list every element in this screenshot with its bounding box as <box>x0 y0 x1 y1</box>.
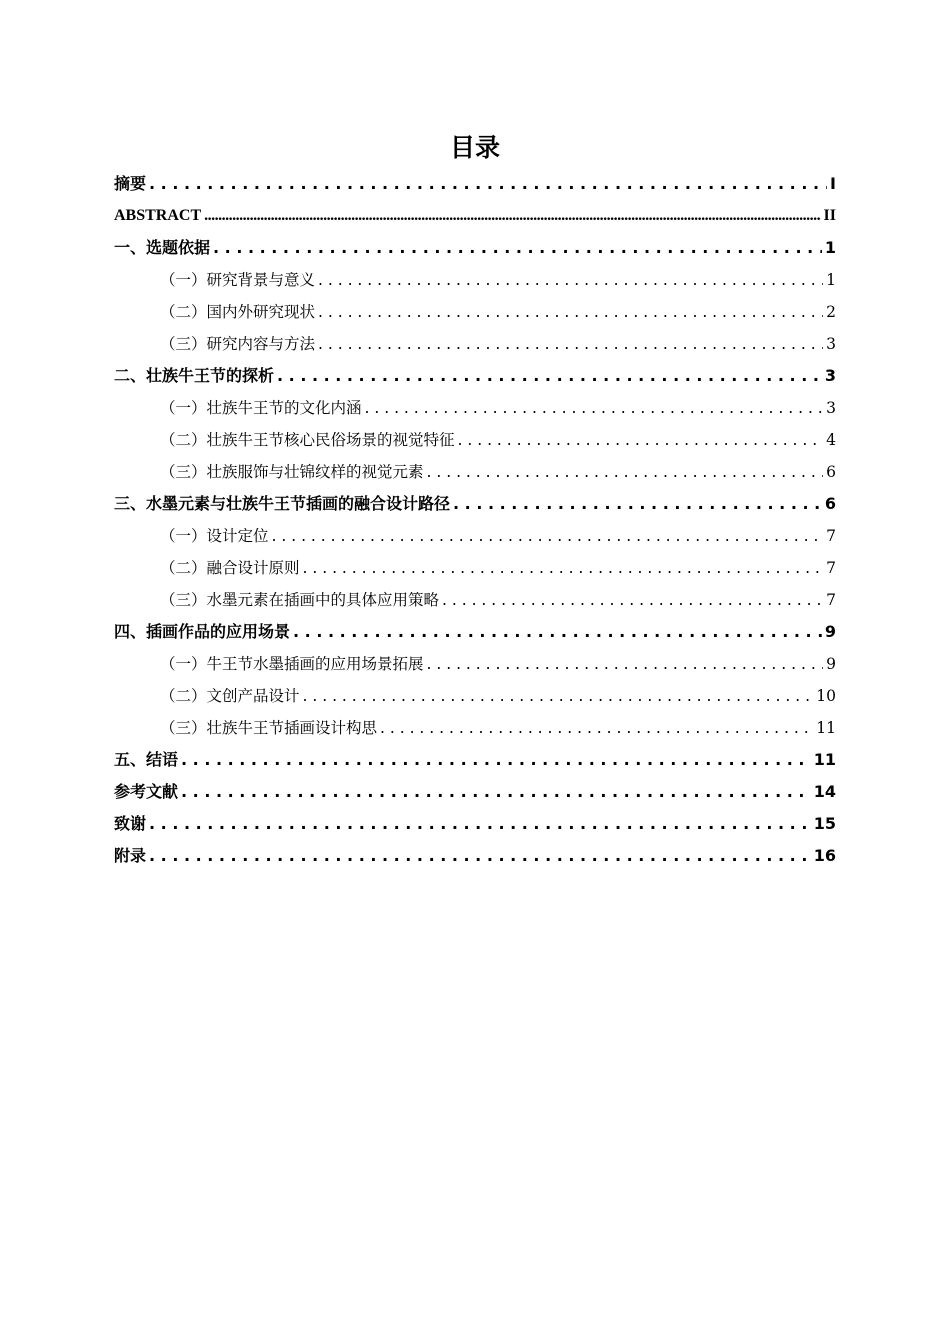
toc-dot-leader <box>181 776 811 808</box>
toc-dot-leader <box>293 616 822 648</box>
toc-dot-leader <box>149 840 811 872</box>
toc-page-number: 2 <box>826 303 836 321</box>
toc-entry-label: （二）文创产品设计 <box>160 687 300 705</box>
toc-entry-label: ABSTRACT <box>114 207 202 224</box>
toc-entry[interactable] <box>114 776 836 808</box>
toc-dot-leader <box>427 648 824 680</box>
toc-entry[interactable] <box>114 808 836 840</box>
toc-page-number: 3 <box>826 335 836 353</box>
toc-entry[interactable] <box>114 264 836 296</box>
toc-page-number: 3 <box>826 399 836 417</box>
toc-page-number: 3 <box>824 366 836 385</box>
toc-entry-label: 摘要 <box>114 174 147 193</box>
toc-page-number: 7 <box>826 527 836 545</box>
toc-entry[interactable] <box>114 552 836 584</box>
toc-dot-leader <box>149 168 827 200</box>
toc-entry[interactable] <box>114 392 836 424</box>
toc-entry[interactable] <box>114 680 836 712</box>
toc-dot-leader <box>149 808 811 840</box>
toc-entry-label: （二）融合设计原则 <box>160 559 300 577</box>
toc-dot-leader <box>213 232 822 264</box>
toc-entry[interactable] <box>114 520 836 552</box>
toc-entry[interactable] <box>114 712 836 744</box>
toc-entry[interactable] <box>114 840 836 872</box>
toc-dot-leader <box>318 264 823 296</box>
toc-entry-label: 参考文献 <box>114 782 179 801</box>
toc-dot-leader <box>380 712 813 744</box>
toc-page-number: II <box>823 207 836 224</box>
toc-page-number: 10 <box>816 687 836 705</box>
toc-page-number: 14 <box>813 782 836 801</box>
toc-entry-label: （三）壮族服饰与壮锦纹样的视觉元素 <box>160 463 424 481</box>
toc-entry[interactable] <box>114 424 836 456</box>
toc-entry[interactable] <box>114 584 836 616</box>
toc-entry-label: （一）壮族牛王节的文化内涵 <box>160 399 362 417</box>
toc-dot-leader <box>427 456 824 488</box>
toc-entry[interactable] <box>114 616 836 648</box>
toc-dot-leader <box>318 296 823 328</box>
toc-entry-label: （三）研究内容与方法 <box>160 335 316 353</box>
toc-entry-label: （三）水墨元素在插画中的具体应用策略 <box>160 591 440 609</box>
toc-entry-label: 二、壮族牛王节的探析 <box>114 366 275 385</box>
toc-entry-label: （二）国内外研究现状 <box>160 303 316 321</box>
table-of-contents <box>114 168 836 872</box>
toc-entry-label: 致谢 <box>114 814 147 833</box>
toc-entry[interactable] <box>114 168 836 200</box>
toc-page-number: 16 <box>813 846 836 865</box>
toc-dot-leader <box>272 520 824 552</box>
toc-dot-leader <box>442 584 823 616</box>
toc-entry[interactable] <box>114 328 836 360</box>
toc-page-number: I <box>830 174 836 193</box>
toc-page-number: 6 <box>826 463 836 481</box>
toc-entry[interactable] <box>114 232 836 264</box>
toc-entry[interactable] <box>114 456 836 488</box>
toc-page-number: 9 <box>826 655 836 673</box>
toc-entry[interactable] <box>114 744 836 776</box>
toc-entry-label: 一、选题依据 <box>114 238 211 257</box>
toc-dot-leader <box>458 424 824 456</box>
toc-dot-leader <box>303 552 824 584</box>
toc-page-number: 7 <box>826 591 836 609</box>
toc-entry[interactable] <box>114 648 836 680</box>
toc-entry-label: 五、结语 <box>114 750 179 769</box>
toc-dot-leader <box>204 200 820 232</box>
toc-page-number: 1 <box>824 238 836 257</box>
toc-entry[interactable] <box>114 360 836 392</box>
toc-entry-label: （三）壮族牛王节插画设计构思 <box>160 719 378 737</box>
page-title: 目录 <box>449 133 500 162</box>
toc-page-number: 7 <box>826 559 836 577</box>
toc-dot-leader <box>303 680 814 712</box>
toc-entry-label: 附录 <box>114 846 147 865</box>
toc-entry-label: （一）设计定位 <box>160 527 269 545</box>
toc-entry-label: （一）研究背景与意义 <box>160 271 316 289</box>
toc-page-number: 11 <box>816 719 836 737</box>
toc-dot-leader <box>277 360 822 392</box>
toc-page-number: 4 <box>826 431 836 449</box>
toc-entry[interactable] <box>114 488 836 520</box>
toc-page-number: 1 <box>826 271 836 289</box>
toc-page-number: 11 <box>813 750 836 769</box>
toc-page-number: 6 <box>824 494 836 513</box>
toc-dot-leader <box>365 392 824 424</box>
toc-entry-label: （二）壮族牛王节核心民俗场景的视觉特征 <box>160 431 455 449</box>
toc-entry[interactable] <box>114 296 836 328</box>
toc-dot-leader <box>453 488 822 520</box>
toc-page-number: 9 <box>824 622 836 641</box>
toc-entry-label: 三、水墨元素与壮族牛王节插画的融合设计路径 <box>114 494 451 513</box>
toc-dot-leader <box>181 744 811 776</box>
toc-dot-leader <box>318 328 823 360</box>
toc-entry[interactable] <box>114 200 836 232</box>
toc-entry-label: 四、插画作品的应用场景 <box>114 622 291 641</box>
toc-entry-label: （一）牛王节水墨插画的应用场景拓展 <box>160 655 424 673</box>
toc-page-number: 15 <box>813 814 836 833</box>
